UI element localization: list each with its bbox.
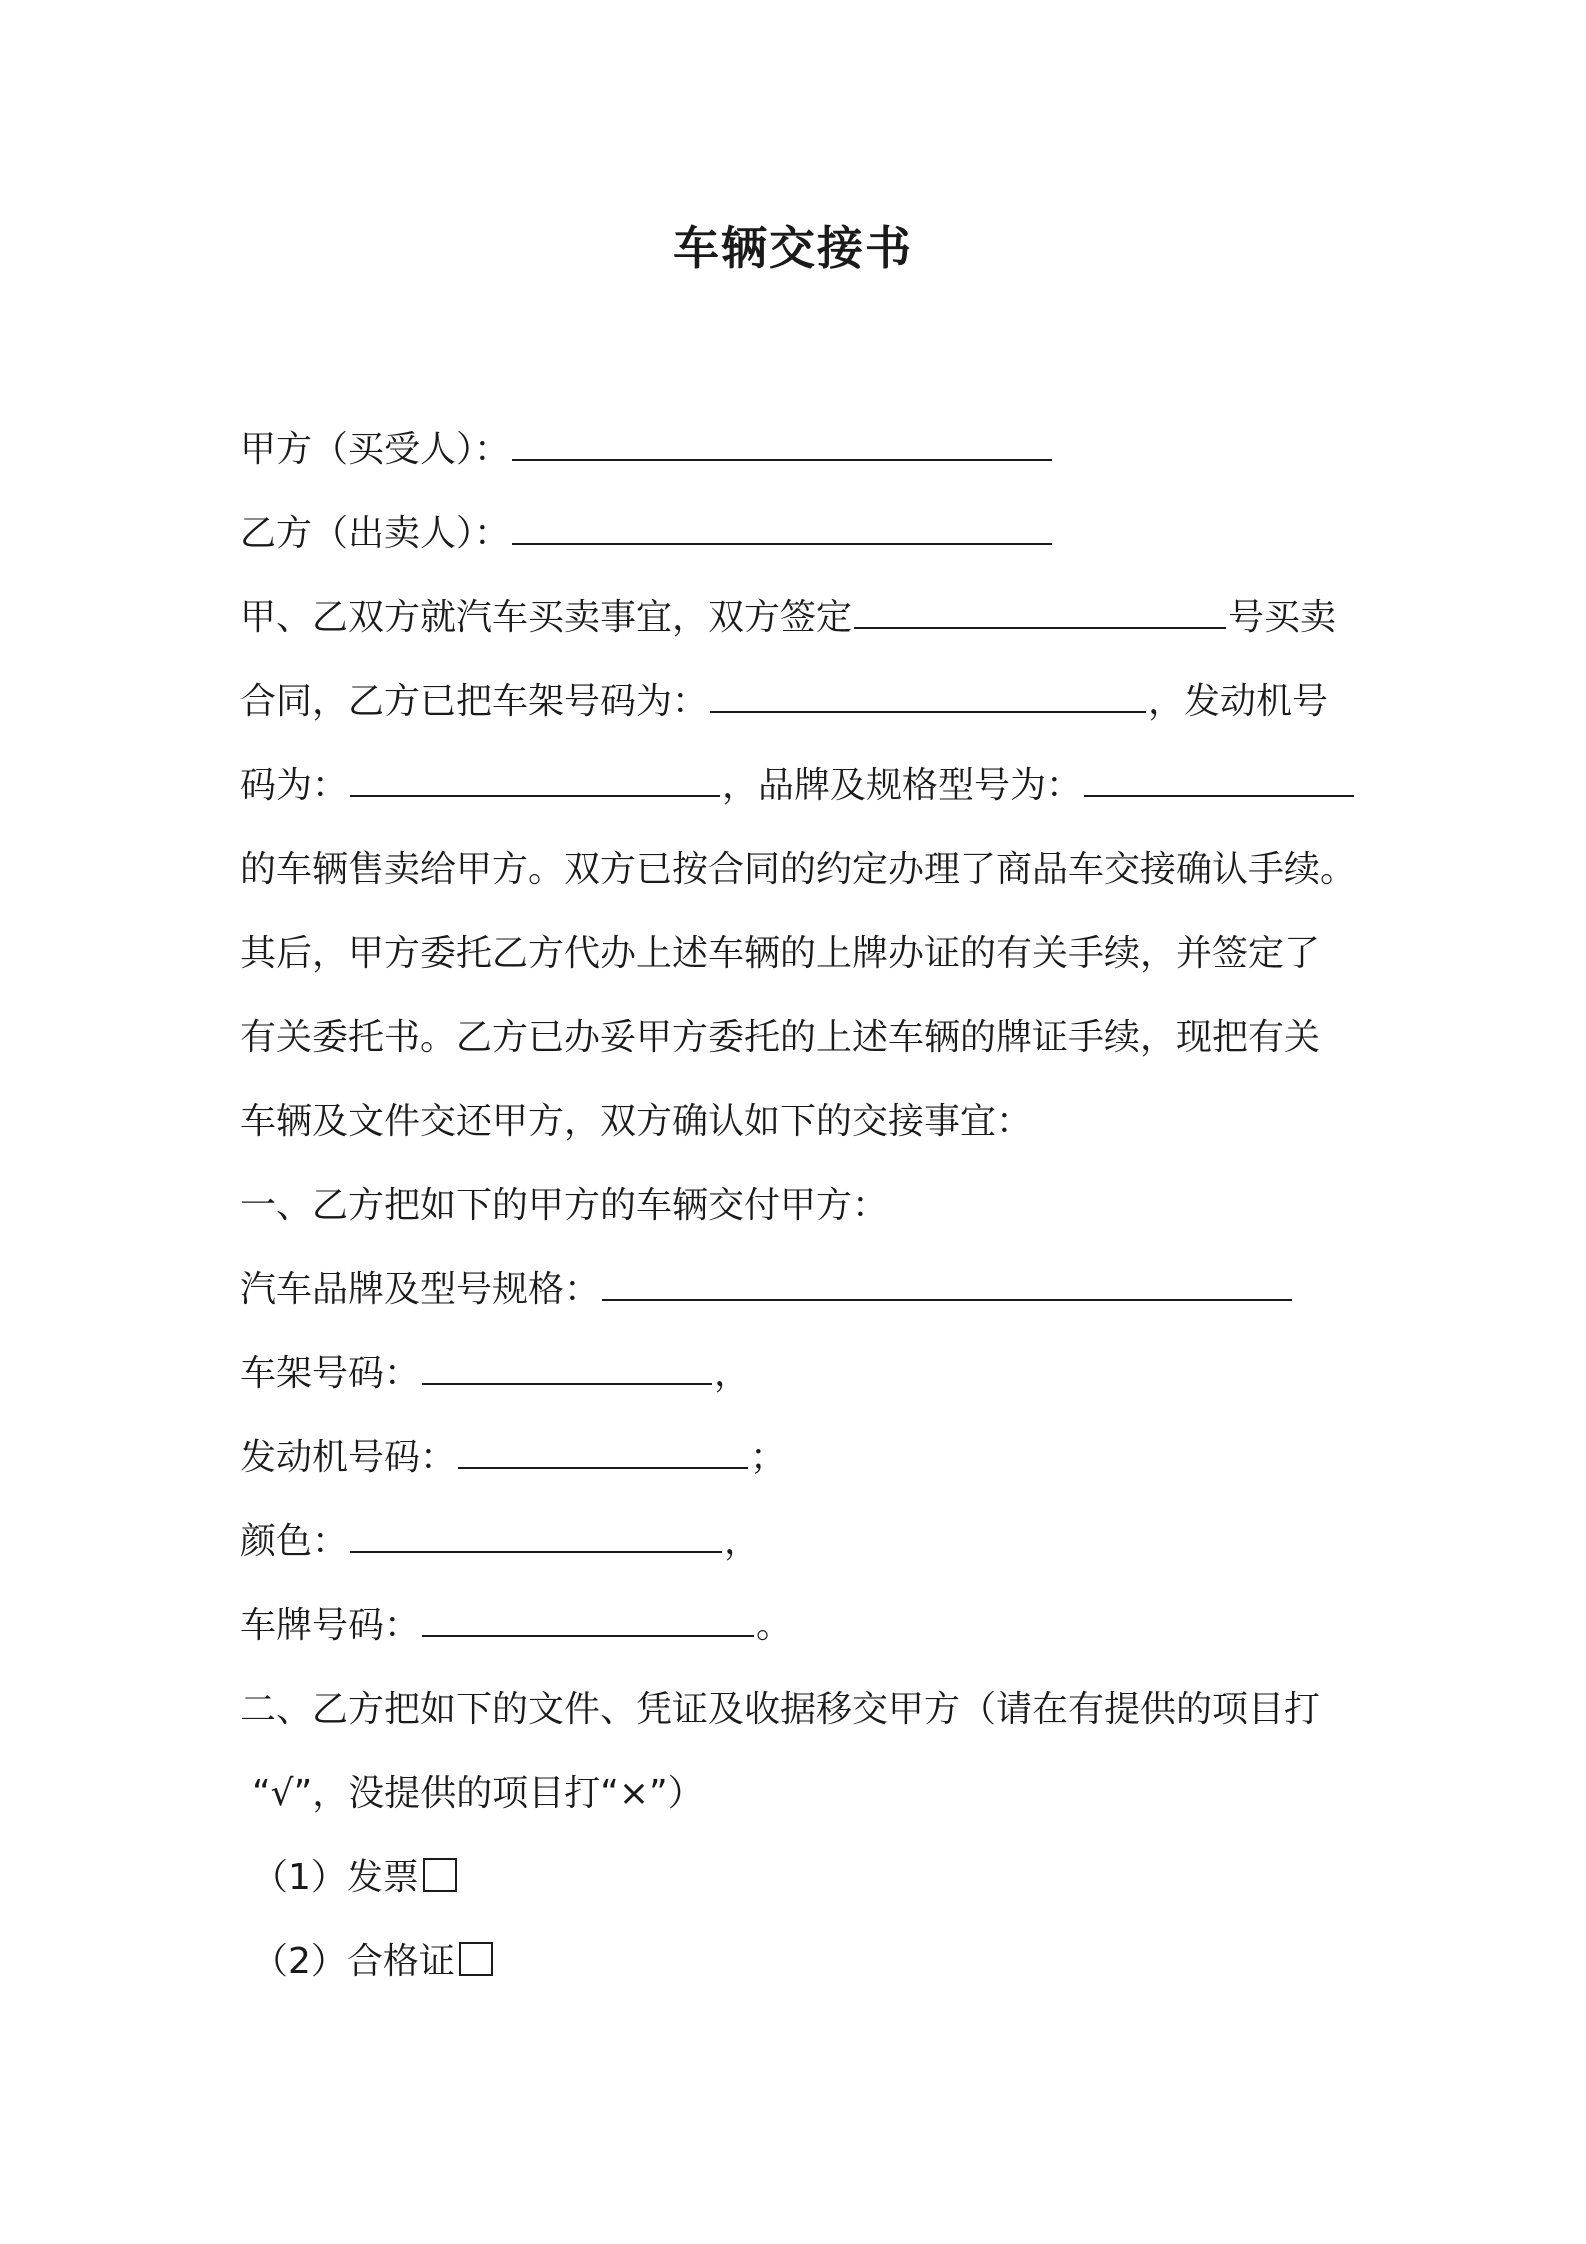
para1-text: 合同，乙方已把车架号码为： [240,681,709,722]
brand-label: 汽车品牌及型号规格： [240,1269,601,1310]
para1-line1 [240,576,1360,660]
list-item-invoice [240,1836,1360,1920]
vin-blank-inline[interactable] [710,685,1146,713]
party-a-blank[interactable] [512,433,1052,461]
para1-line6: 有关委托书。乙方已办妥甲方委托的上述车辆的牌证手续，现把有关 [240,1017,1321,1058]
para1-text: 码为： [240,765,349,806]
document-body [240,408,1360,2004]
brand-blank[interactable] [602,1273,1292,1301]
contract-number-blank[interactable] [854,601,1226,629]
engine-blank-inline[interactable] [350,769,720,797]
color-line [240,1500,1360,1584]
color-blank[interactable] [350,1525,722,1553]
vin-punct: ， [714,1353,751,1394]
color-punct: ， [724,1521,761,1562]
vin-label: 车架号码： [240,1353,421,1394]
para1-text: 号买卖 [1228,597,1337,638]
para1-text: ，发动机号 [1148,681,1329,722]
para1-line5: 其后，甲方委托乙方代办上述车辆的上牌办证的有关手续，并签定了 [240,933,1321,974]
vin-line [240,1332,1360,1416]
section2-heading-line1: 二、乙方把如下的文件、凭证及收据移交甲方（请在有提供的项目打 [240,1689,1321,1730]
para1-line3 [240,744,1360,828]
engine-punct: ； [750,1437,787,1478]
para1-line4: 的车辆售卖给甲方。双方已按合同的约定办理了商品车交接确认手续。 [240,849,1357,890]
certificate-label: （2）合格证 [252,1941,455,1982]
para1-line7: 车辆及文件交还甲方，双方确认如下的交接事宜： [240,1101,1033,1142]
para1-line2 [240,660,1360,744]
party-b-label: 乙方（出卖人）： [240,513,511,554]
para1-text: ，品牌及规格型号为： [722,765,1083,806]
para1-text: 甲、乙双方就汽车买卖事宜，双方签定 [240,597,853,638]
section2-heading-line2: “√”，没提供的项目打“×”） [252,1773,704,1814]
engine-line [240,1416,1360,1500]
engine-blank[interactable] [458,1441,748,1469]
color-label: 颜色： [240,1521,349,1562]
party-a-label: 甲方（买受人）： [240,429,511,470]
brand-line [240,1248,1360,1332]
invoice-label: （1）发票 [252,1857,419,1898]
plate-line [240,1584,1360,1668]
model-blank-inline[interactable] [1084,769,1354,797]
party-b-line [240,492,1360,576]
party-b-blank[interactable] [512,517,1052,545]
invoice-checkbox[interactable] [423,1858,457,1892]
vin-blank[interactable] [422,1357,712,1385]
document-title: 车辆交接书 [673,221,913,275]
certificate-checkbox[interactable] [459,1942,493,1976]
engine-label: 发动机号码： [240,1437,457,1478]
list-item-certificate [240,1920,1360,2004]
section1-heading: 一、乙方把如下的甲方的车辆交付甲方： [240,1185,889,1226]
plate-blank[interactable] [422,1609,754,1637]
plate-label: 车牌号码： [240,1605,421,1646]
plate-punct: 。 [756,1605,793,1646]
party-a-line [240,408,1360,492]
